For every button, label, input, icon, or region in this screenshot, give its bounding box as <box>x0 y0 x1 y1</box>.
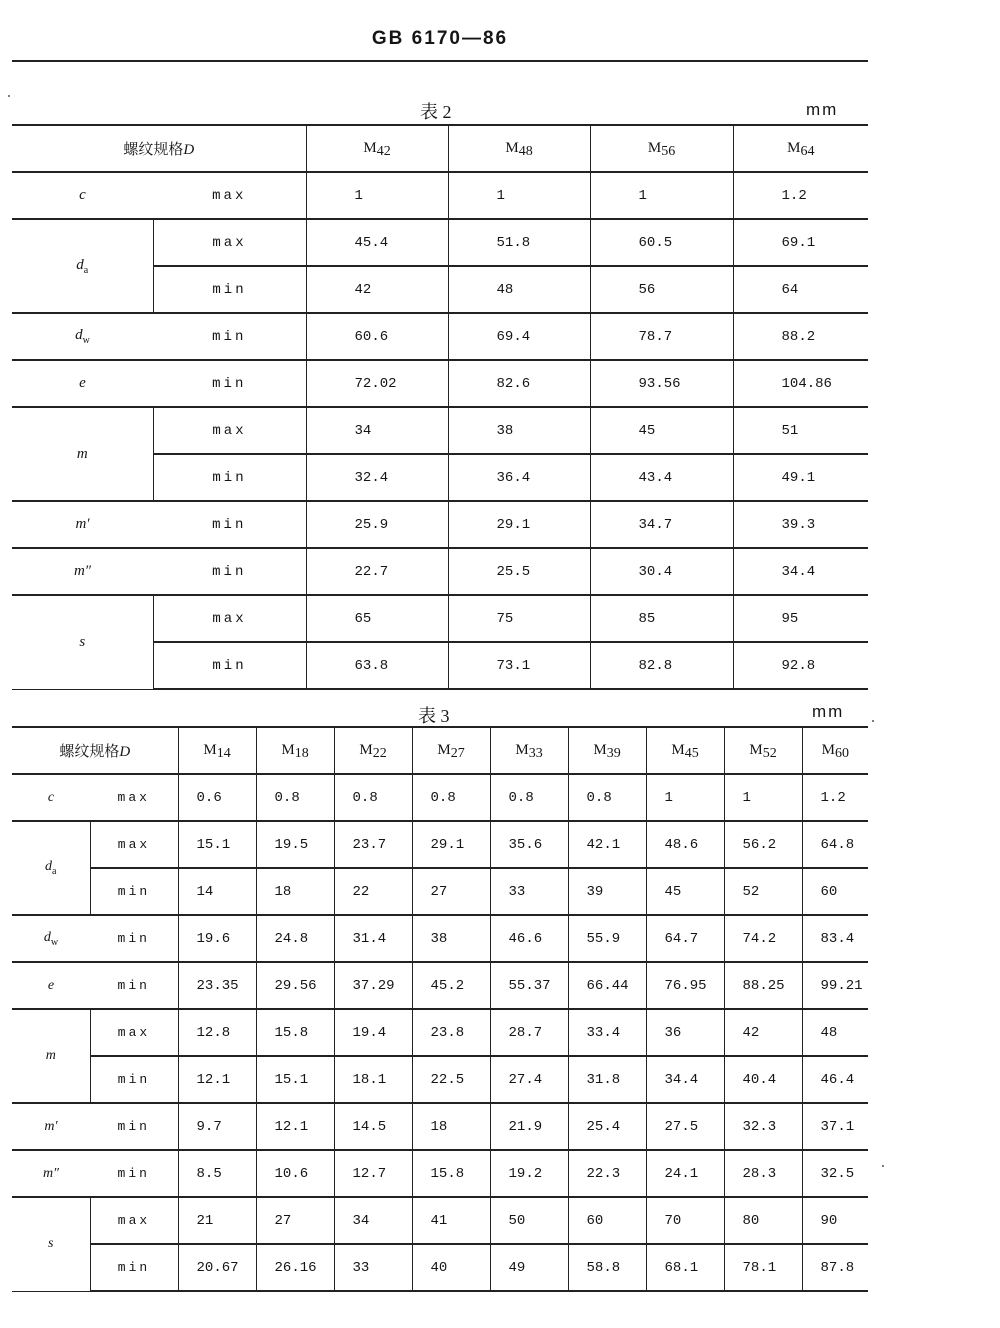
param-symbol: c <box>12 774 90 821</box>
value-cell: 30.4 <box>590 548 733 595</box>
table-row <box>12 962 868 1009</box>
value-cell: 0.8 <box>490 774 568 821</box>
table-row <box>12 1244 868 1291</box>
value-cell: 82.8 <box>590 642 733 689</box>
value-cell: 1.2 <box>733 172 868 219</box>
value-cell: 0.8 <box>568 774 646 821</box>
value-cell: 49 <box>490 1244 568 1291</box>
table-row <box>12 868 868 915</box>
value-cell: 14.5 <box>334 1103 412 1150</box>
param-symbol: m′ <box>12 1103 90 1150</box>
value-cell: 32.4 <box>306 454 448 501</box>
param-symbol: e <box>12 360 153 407</box>
value-cell: 23.7 <box>334 821 412 868</box>
value-cell: 34.7 <box>590 501 733 548</box>
value-cell: 15.1 <box>256 1056 334 1103</box>
value-cell: 34.4 <box>733 548 868 595</box>
column-header-m60: M60 <box>802 727 868 774</box>
value-cell: 48 <box>448 266 590 313</box>
table2 <box>12 124 868 690</box>
value-cell: 25.9 <box>306 501 448 548</box>
tolerance-label: min <box>90 1150 178 1197</box>
param-symbol: m <box>12 407 153 501</box>
value-cell: 51 <box>733 407 868 454</box>
column-header-m56: M56 <box>590 125 733 172</box>
param-symbol: $d_w$ <box>12 915 90 962</box>
param-symbol: m″ <box>12 548 153 595</box>
value-cell: 45.4 <box>306 219 448 266</box>
value-cell: 45.2 <box>412 962 490 1009</box>
scan-speck <box>872 720 874 722</box>
value-cell: 38 <box>412 915 490 962</box>
value-cell: 42.1 <box>568 821 646 868</box>
value-cell: 55.37 <box>490 962 568 1009</box>
param-symbol: e <box>12 962 90 1009</box>
value-cell: 24.8 <box>256 915 334 962</box>
value-cell: 64 <box>733 266 868 313</box>
value-cell: 90 <box>802 1197 868 1244</box>
scan-speck <box>882 1165 884 1167</box>
table-row <box>12 548 868 595</box>
column-header-m52: M52 <box>724 727 802 774</box>
tolerance-label: min <box>153 454 306 501</box>
value-cell: 50 <box>490 1197 568 1244</box>
value-cell: 21 <box>178 1197 256 1244</box>
value-cell: 18.1 <box>334 1056 412 1103</box>
tolerance-label: min <box>153 548 306 595</box>
value-cell: 12.1 <box>178 1056 256 1103</box>
value-cell: 51.8 <box>448 219 590 266</box>
value-cell: 76.95 <box>646 962 724 1009</box>
table-row <box>12 501 868 548</box>
value-cell: 75 <box>448 595 590 642</box>
value-cell: 69.1 <box>733 219 868 266</box>
column-header-m33: M33 <box>490 727 568 774</box>
value-cell: 29.1 <box>412 821 490 868</box>
tolerance-label: min <box>90 868 178 915</box>
table-row <box>12 915 868 962</box>
value-cell: 8.5 <box>178 1150 256 1197</box>
value-cell: 0.8 <box>256 774 334 821</box>
value-cell: 82.6 <box>448 360 590 407</box>
tolerance-label: min <box>153 360 306 407</box>
value-cell: 69.4 <box>448 313 590 360</box>
column-header-m22: M22 <box>334 727 412 774</box>
value-cell: 48 <box>802 1009 868 1056</box>
value-cell: 0.8 <box>334 774 412 821</box>
document-header-title: GB 6170—86 <box>371 28 509 49</box>
table-row <box>12 1150 868 1197</box>
row-header-thread-spec: 螺纹规格D <box>12 125 306 172</box>
value-cell: 33 <box>490 868 568 915</box>
value-cell: 20.67 <box>178 1244 256 1291</box>
value-cell: 32.3 <box>724 1103 802 1150</box>
value-cell: 46.4 <box>802 1056 868 1103</box>
value-cell: 19.2 <box>490 1150 568 1197</box>
value-cell: 85 <box>590 595 733 642</box>
column-header-m64: M64 <box>733 125 868 172</box>
value-cell: 15.8 <box>256 1009 334 1056</box>
value-cell: 24.1 <box>646 1150 724 1197</box>
value-cell: 40.4 <box>724 1056 802 1103</box>
value-cell: 31.8 <box>568 1056 646 1103</box>
table-row <box>12 595 868 642</box>
table-row <box>12 1056 868 1103</box>
value-cell: 19.6 <box>178 915 256 962</box>
value-cell: 22.7 <box>306 548 448 595</box>
tolerance-label: min <box>90 1103 178 1150</box>
value-cell: 31.4 <box>334 915 412 962</box>
table3-unit: mm <box>812 702 845 721</box>
value-cell: 52 <box>724 868 802 915</box>
table-row <box>12 360 868 407</box>
value-cell: 45 <box>590 407 733 454</box>
value-cell: 33.4 <box>568 1009 646 1056</box>
table-row <box>12 219 868 266</box>
value-cell: 56 <box>590 266 733 313</box>
tolerance-label: max <box>90 1197 178 1244</box>
param-symbol: m″ <box>12 1150 90 1197</box>
value-cell: 74.2 <box>724 915 802 962</box>
param-symbol: $d_w$ <box>12 313 153 360</box>
param-symbol: m′ <box>12 501 153 548</box>
table-row <box>12 1009 868 1056</box>
value-cell: 70 <box>646 1197 724 1244</box>
table-row <box>12 821 868 868</box>
value-cell: 42 <box>306 266 448 313</box>
value-cell: 55.9 <box>568 915 646 962</box>
value-cell: 25.5 <box>448 548 590 595</box>
value-cell: 27 <box>256 1197 334 1244</box>
value-cell: 15.8 <box>412 1150 490 1197</box>
value-cell: 39 <box>568 868 646 915</box>
value-cell: 1 <box>724 774 802 821</box>
column-header-m14: M14 <box>178 727 256 774</box>
value-cell: 12.8 <box>178 1009 256 1056</box>
value-cell: 36 <box>646 1009 724 1056</box>
tolerance-label: max <box>153 407 306 454</box>
column-header-m42: M42 <box>306 125 448 172</box>
tolerance-label: max <box>153 219 306 266</box>
value-cell: 49.1 <box>733 454 868 501</box>
tolerance-label: min <box>153 642 306 689</box>
value-cell: 46.6 <box>490 915 568 962</box>
value-cell: 80 <box>724 1197 802 1244</box>
value-cell: 35.6 <box>490 821 568 868</box>
value-cell: 33 <box>334 1244 412 1291</box>
column-header-m27: M27 <box>412 727 490 774</box>
value-cell: 28.3 <box>724 1150 802 1197</box>
table-row <box>12 313 868 360</box>
value-cell: 12.7 <box>334 1150 412 1197</box>
value-cell: 26.16 <box>256 1244 334 1291</box>
table2-caption: 表 2 <box>420 102 452 122</box>
value-cell: 28.7 <box>490 1009 568 1056</box>
value-cell: 104.86 <box>733 360 868 407</box>
value-cell: 22.3 <box>568 1150 646 1197</box>
table-row <box>12 407 868 454</box>
value-cell: 25.4 <box>568 1103 646 1150</box>
value-cell: 40 <box>412 1244 490 1291</box>
value-cell: 56.2 <box>724 821 802 868</box>
param-symbol: s <box>12 595 153 689</box>
tolerance-label: min <box>90 915 178 962</box>
value-cell: 99.21 <box>802 962 868 1009</box>
table-row <box>12 1103 868 1150</box>
value-cell: 0.6 <box>178 774 256 821</box>
value-cell: 12.1 <box>256 1103 334 1150</box>
value-cell: 64.8 <box>802 821 868 868</box>
value-cell: 29.56 <box>256 962 334 1009</box>
value-cell: 93.56 <box>590 360 733 407</box>
value-cell: 19.4 <box>334 1009 412 1056</box>
value-cell: 1 <box>448 172 590 219</box>
param-symbol: $d_a$ <box>12 219 153 313</box>
value-cell: 37.29 <box>334 962 412 1009</box>
value-cell: 23.8 <box>412 1009 490 1056</box>
tolerance-label: min <box>90 962 178 1009</box>
value-cell: 66.44 <box>568 962 646 1009</box>
value-cell: 41 <box>412 1197 490 1244</box>
header-rule <box>12 60 868 62</box>
value-cell: 23.35 <box>178 962 256 1009</box>
value-cell: 1.2 <box>802 774 868 821</box>
value-cell: 27.5 <box>646 1103 724 1150</box>
value-cell: 29.1 <box>448 501 590 548</box>
tolerance-label: min <box>153 266 306 313</box>
value-cell: 48.6 <box>646 821 724 868</box>
scan-speck <box>8 95 10 97</box>
value-cell: 37.1 <box>802 1103 868 1150</box>
tolerance-label: min <box>90 1244 178 1291</box>
tolerance-label: min <box>90 1056 178 1103</box>
value-cell: 10.6 <box>256 1150 334 1197</box>
value-cell: 68.1 <box>646 1244 724 1291</box>
table-row <box>12 774 868 821</box>
value-cell: 95 <box>733 595 868 642</box>
table2-unit: mm <box>806 100 839 119</box>
tolerance-label: max <box>90 774 178 821</box>
value-cell: 19.5 <box>256 821 334 868</box>
table-row <box>12 172 868 219</box>
value-cell: 9.7 <box>178 1103 256 1150</box>
value-cell: 78.7 <box>590 313 733 360</box>
param-symbol: c <box>12 172 153 219</box>
value-cell: 21.9 <box>490 1103 568 1150</box>
value-cell: 60.6 <box>306 313 448 360</box>
param-symbol: s <box>12 1197 90 1291</box>
value-cell: 38 <box>448 407 590 454</box>
value-cell: 73.1 <box>448 642 590 689</box>
tolerance-label: max <box>90 1009 178 1056</box>
value-cell: 1 <box>590 172 733 219</box>
table3-caption: 表 3 <box>418 706 450 726</box>
value-cell: 0.8 <box>412 774 490 821</box>
value-cell: 58.8 <box>568 1244 646 1291</box>
value-cell: 18 <box>412 1103 490 1150</box>
column-header-m18: M18 <box>256 727 334 774</box>
value-cell: 14 <box>178 868 256 915</box>
column-header-m48: M48 <box>448 125 590 172</box>
value-cell: 43.4 <box>590 454 733 501</box>
value-cell: 1 <box>646 774 724 821</box>
value-cell: 63.8 <box>306 642 448 689</box>
value-cell: 22.5 <box>412 1056 490 1103</box>
value-cell: 34 <box>306 407 448 454</box>
value-cell: 27 <box>412 868 490 915</box>
value-cell: 42 <box>724 1009 802 1056</box>
tolerance-label: min <box>153 313 306 360</box>
value-cell: 83.4 <box>802 915 868 962</box>
column-header-m45: M45 <box>646 727 724 774</box>
tolerance-label: max <box>153 595 306 642</box>
value-cell: 34.4 <box>646 1056 724 1103</box>
value-cell: 18 <box>256 868 334 915</box>
value-cell: 15.1 <box>178 821 256 868</box>
tolerance-label: max <box>153 172 306 219</box>
tolerance-label: min <box>153 501 306 548</box>
value-cell: 36.4 <box>448 454 590 501</box>
value-cell: 87.8 <box>802 1244 868 1291</box>
value-cell: 60.5 <box>590 219 733 266</box>
value-cell: 64.7 <box>646 915 724 962</box>
value-cell: 27.4 <box>490 1056 568 1103</box>
value-cell: 45 <box>646 868 724 915</box>
value-cell: 60 <box>568 1197 646 1244</box>
value-cell: 88.25 <box>724 962 802 1009</box>
param-symbol: $d_a$ <box>12 821 90 915</box>
value-cell: 32.5 <box>802 1150 868 1197</box>
column-header-m39: M39 <box>568 727 646 774</box>
value-cell: 92.8 <box>733 642 868 689</box>
table-row <box>12 1197 868 1244</box>
param-symbol: m <box>12 1009 90 1103</box>
table3 <box>12 726 868 1292</box>
value-cell: 65 <box>306 595 448 642</box>
value-cell: 72.02 <box>306 360 448 407</box>
value-cell: 60 <box>802 868 868 915</box>
value-cell: 1 <box>306 172 448 219</box>
value-cell: 34 <box>334 1197 412 1244</box>
tolerance-label: max <box>90 821 178 868</box>
row-header-thread-spec: 螺纹规格D <box>12 727 178 774</box>
value-cell: 39.3 <box>733 501 868 548</box>
value-cell: 78.1 <box>724 1244 802 1291</box>
value-cell: 88.2 <box>733 313 868 360</box>
value-cell: 22 <box>334 868 412 915</box>
